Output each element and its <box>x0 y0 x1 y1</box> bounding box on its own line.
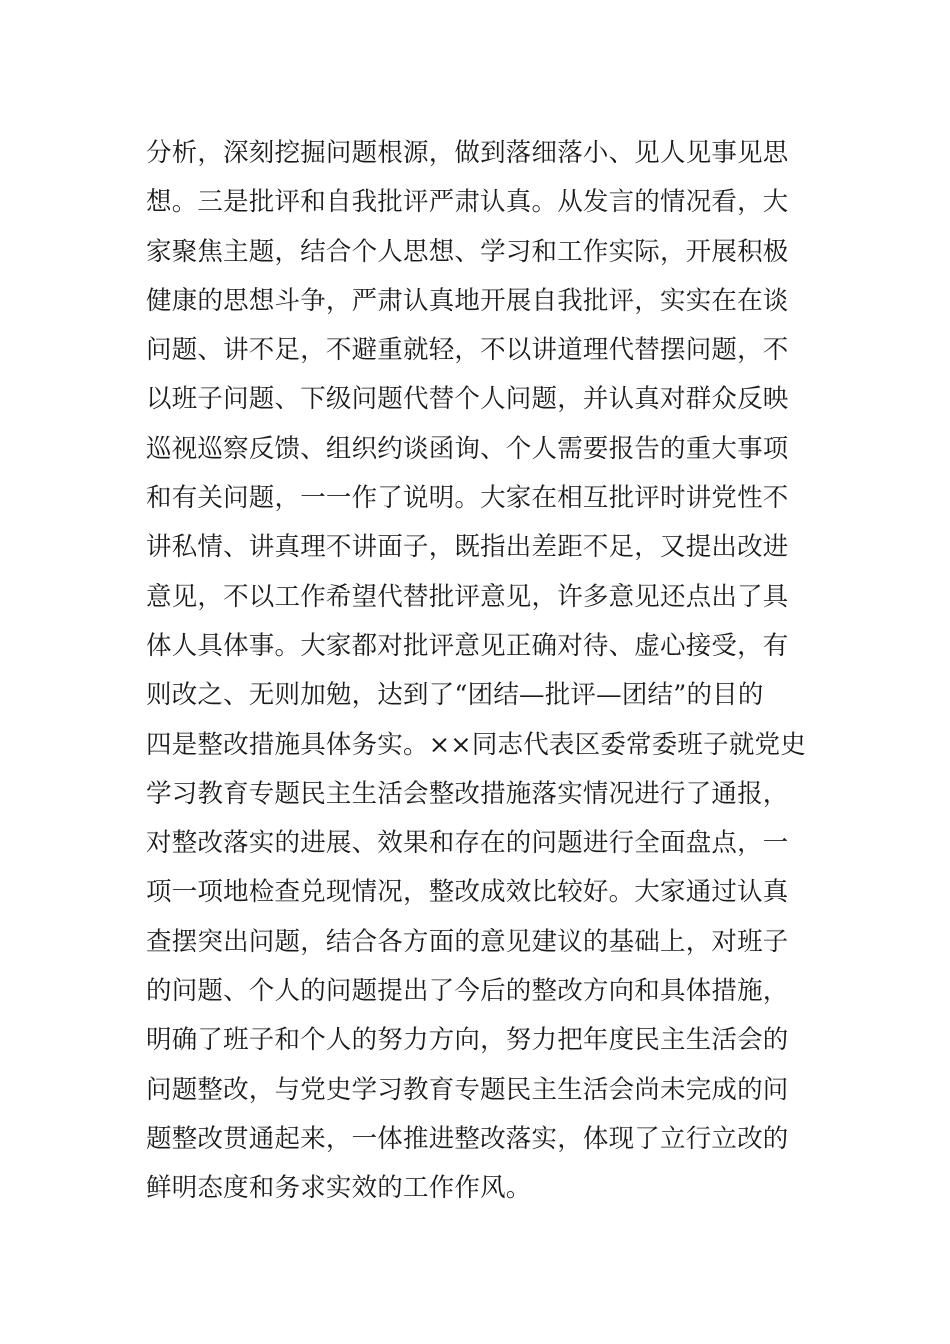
body-paragraph <box>146 129 816 1214</box>
text-line: 体人具体事。大家都对批评意见正确对待、虚心接受，有 <box>146 630 789 661</box>
text-line: 巡视巡察反馈、组织约谈函询、个人需要报告的重大事项 <box>146 433 789 464</box>
text-line: 的问题、个人的问题提出了今后的整改方向和具体措施， <box>146 976 789 1007</box>
text-line: 题整改贯通起来，一体推进整改落实，体现了立行立改的 <box>146 1123 789 1154</box>
text-line: 四是整改措施具体务实。××同志代表区委常委班子就党史 <box>146 729 806 760</box>
text-line: 分析，深刻挖掘问题根源，做到落细落小、见人见事见思 <box>146 138 789 168</box>
text-line: 项一项地检查兑现情况，整改成效比较好。大家通过认真 <box>146 877 789 908</box>
text-line: 查摆突出问题，结合各方面的意见建议的基础上，对班子 <box>146 926 789 957</box>
text-line: 明确了班子和个人的努力方向，努力把年度民主生活会的 <box>146 1025 789 1056</box>
text-line: 问题整改，与党史学习教育专题民主生活会尚未完成的问 <box>146 1074 789 1105</box>
text-line: 和有关问题，一一作了说明。大家在相互批评时讲党性不 <box>146 483 789 514</box>
text-line: 学习教育专题民主生活会整改措施落实情况进行了通报， <box>146 778 789 809</box>
text-line: 家聚焦主题，结合个人思想、学习和工作实际，开展积极 <box>146 236 789 267</box>
text-line: 对整改落实的进展、效果和存在的问题进行全面盘点，一 <box>146 828 789 859</box>
text-line: 意见，不以工作希望代替批评意见，许多意见还点出了具 <box>146 581 789 612</box>
text-line: 健康的思想斗争，严肃认真地开展自我批评，实实在在谈 <box>146 285 789 316</box>
text-line: 问题、讲不足，不避重就轻，不以讲道理代替摆问题，不 <box>146 335 789 366</box>
text-line: 鲜明态度和务求实效的工作作风。 <box>146 1173 532 1204</box>
text-line: 想。三是批评和自我批评严肃认真。从发言的情况看，大 <box>146 187 789 218</box>
text-line: 则改之、无则加勉，达到了“团结—批评—团结”的目的 <box>146 680 764 711</box>
text-line: 以班子问题、下级问题代替个人问题，并认真对群众反映 <box>146 384 789 415</box>
text-line: 讲私情、讲真理不讲面子，既指出差距不足，又提出改进 <box>146 532 789 563</box>
